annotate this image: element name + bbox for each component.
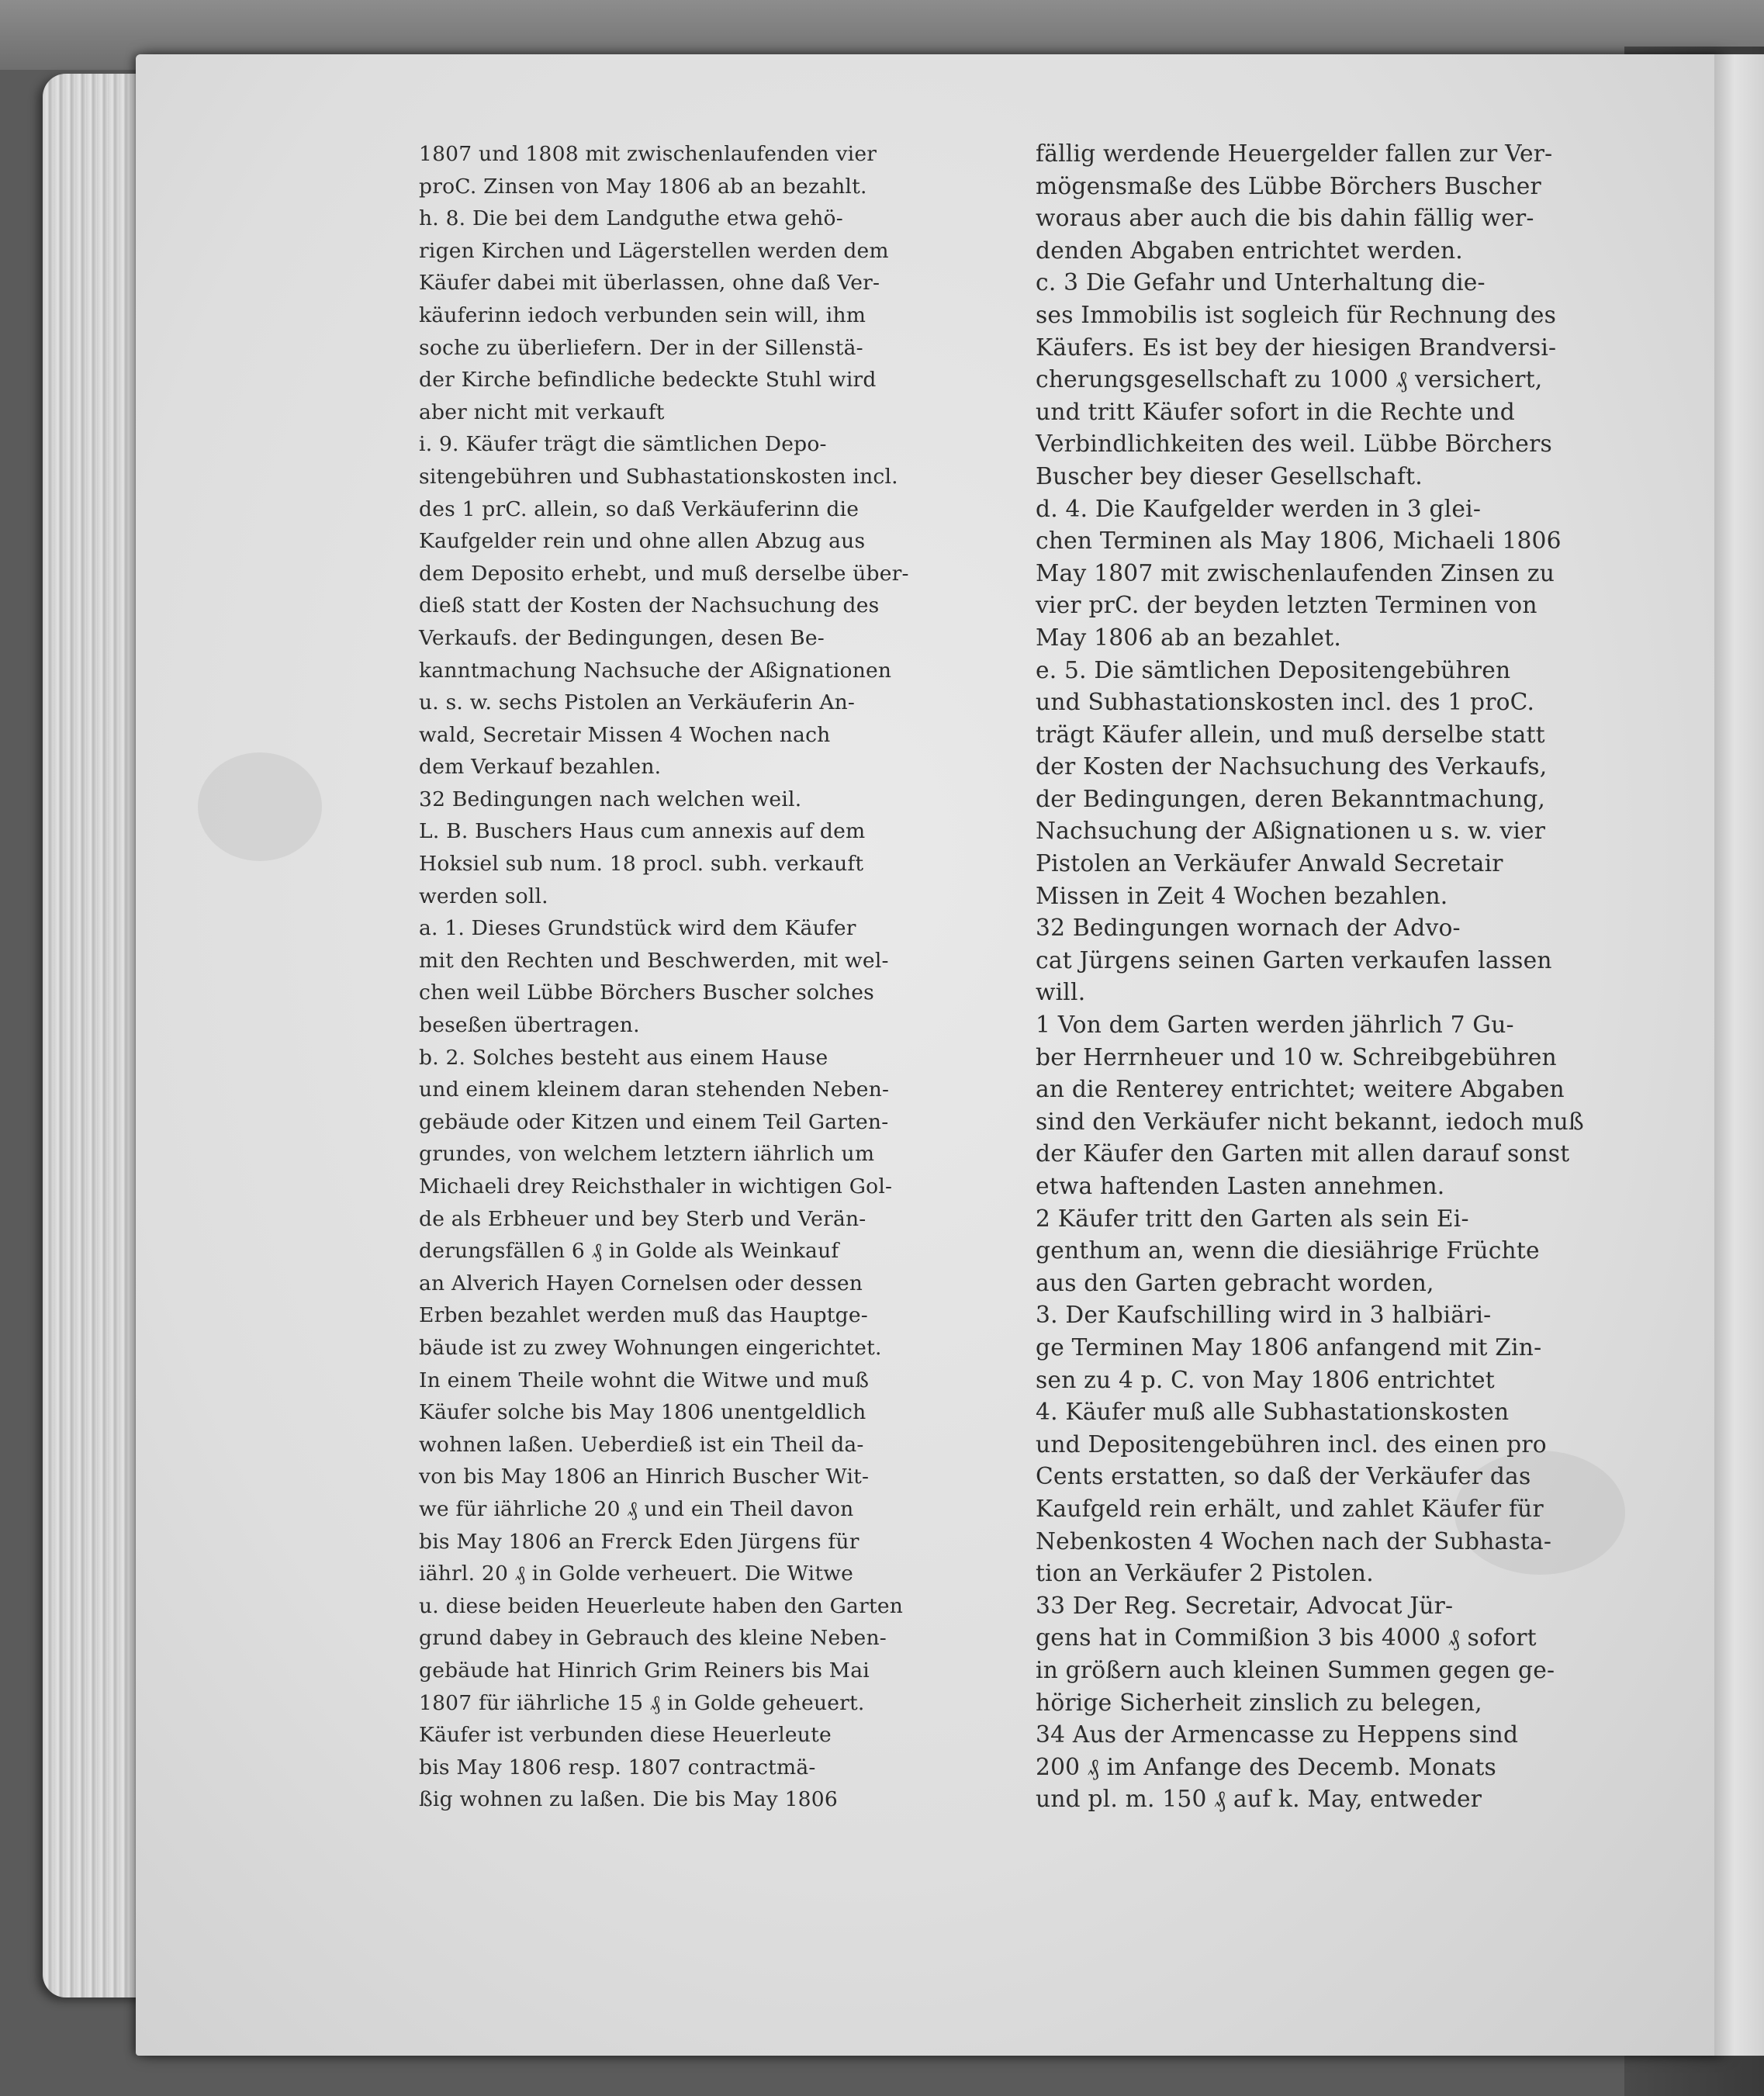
text-line: Kaufgelder rein und ohne allen Abzug aus xyxy=(419,529,866,554)
text-line: Käufer dabei mit überlassen, ohne daß Ver- xyxy=(419,271,880,296)
text-line: Missen in Zeit 4 Wochen bezahlen. xyxy=(1036,882,1448,910)
text-line: und tritt Käufer sofort in die Rechte und xyxy=(1036,398,1515,426)
text-line: ses Immobilis ist sogleich für Rechnung des xyxy=(1036,301,1557,329)
text-line: wohnen laßen. Ueberdieß ist ein Theil da- xyxy=(419,1432,864,1457)
text-line: hörige Sicherheit zinslich zu belegen, xyxy=(1036,1689,1482,1717)
text-line: ge Terminen May 1806 anfangend mit Zin- xyxy=(1036,1333,1542,1361)
text-line: d. 4. Die Kaufgelder werden in 3 glei- xyxy=(1036,495,1482,523)
text-line: derungsfällen 6 ₰ in Golde als Weinkauf xyxy=(419,1239,839,1264)
text-line: chen weil Lübbe Börchers Buscher solches xyxy=(419,981,874,1005)
text-line: dieß statt der Kosten der Nachsuchung des xyxy=(419,593,880,618)
text-line: sitengebühren und Subhastationskosten incl. xyxy=(419,464,898,489)
text-line: will. xyxy=(1036,979,1086,1007)
text-line: kanntmachung Nachsuche der Aßignationen xyxy=(419,658,892,683)
text-line: 4. Käufer muß alle Subhastationskosten xyxy=(1036,1399,1510,1427)
text-line: 34 Aus der Armencasse zu Heppens sind xyxy=(1036,1721,1519,1749)
text-line: an Alverich Hayen Cornelsen oder dessen xyxy=(419,1271,863,1295)
text-line: Verbindlichkeiten des weil. Lübbe Börchers xyxy=(1036,431,1552,458)
text-line: grundes, von welchem letztern iährlich um xyxy=(419,1142,875,1167)
text-line: rigen Kirchen und Lägerstellen werden dem xyxy=(419,238,889,263)
text-line: a. 1. Dieses Grundstück wird dem Käufer xyxy=(419,916,856,941)
text-line: Verkaufs. der Bedingungen, desen Be- xyxy=(419,625,825,650)
text-line: May 1807 mit zwischenlaufenden Zinsen zu xyxy=(1036,559,1555,587)
text-line: chen Terminen als May 1806, Michaeli 1806 xyxy=(1036,527,1562,555)
text-line: etwa haftenden Lasten annehmen. xyxy=(1036,1173,1445,1200)
text-line: ber Herrnheuer und 10 w. Schreibgebühren xyxy=(1036,1043,1557,1071)
text-line: grund dabey in Gebrauch des kleine Neben- xyxy=(419,1626,887,1651)
text-line: May 1806 ab an bezahlet. xyxy=(1036,624,1341,652)
text-line: 200 ₰ im Anfange des Decemb. Monats xyxy=(1036,1753,1496,1781)
text-line: 33 Der Reg. Secretair, Advocat Jür- xyxy=(1036,1592,1454,1620)
text-line: fällig werdende Heuergelder fallen zur Ver- xyxy=(1036,140,1553,168)
text-line: Käufers. Es ist bey der hiesigen Brandversi- xyxy=(1036,334,1557,361)
text-line: genthum an, wenn die diesiährige Früchte xyxy=(1036,1237,1540,1265)
text-line: Michaeli drey Reichsthaler in wichtigen Gol- xyxy=(419,1174,893,1198)
text-line: u. s. w. sechs Pistolen an Verkäuferin An- xyxy=(419,690,856,715)
page-stack-edges xyxy=(43,74,151,1997)
text-line: 32 Bedingungen nach welchen weil. xyxy=(419,787,802,811)
text-line: käuferinn iedoch verbunden sein will, ihm xyxy=(419,303,866,327)
text-line: und einem kleinem daran stehenden Neben- xyxy=(419,1077,890,1102)
text-line: wald, Secretair Missen 4 Wochen nach xyxy=(419,722,831,747)
text-line: we für iährliche 20 ₰ und ein Theil davon xyxy=(419,1496,854,1521)
text-line: bis May 1806 resp. 1807 contractmä- xyxy=(419,1755,816,1780)
text-line: aus den Garten gebracht worden, xyxy=(1036,1269,1434,1297)
text-line: 32 Bedingungen wornach der Advo- xyxy=(1036,915,1461,943)
text-line: 1807 für iährliche 15 ₰ in Golde geheuert. xyxy=(419,1690,865,1715)
text-line: dem Deposito erhebt, und muß derselbe über- xyxy=(419,561,909,586)
text-line: de als Erbheuer und bey Sterb und Verän- xyxy=(419,1206,866,1231)
text-line: b. 2. Solches besteht aus einem Hause xyxy=(419,1045,828,1070)
text-line: Käufer solche bis May 1806 unentgeldlich xyxy=(419,1400,866,1425)
left-text-column xyxy=(419,138,1140,1816)
text-line: sen zu 4 p. C. von May 1806 entrichtet xyxy=(1036,1366,1495,1394)
text-line: sind den Verkäufer nicht bekannt, iedoch muß xyxy=(1036,1108,1584,1136)
text-line: der Käufer den Garten mit allen darauf sonst xyxy=(1036,1140,1570,1168)
text-line: Kaufgeld rein erhält, und zahlet Käufer für xyxy=(1036,1495,1544,1523)
text-line: 1 Von dem Garten werden jährlich 7 Gu- xyxy=(1036,1012,1514,1039)
text-line: iährl. 20 ₰ in Golde verheuert. Die Witwe xyxy=(419,1562,854,1586)
text-line: ßig wohnen zu laßen. Die bis May 1806 xyxy=(419,1787,838,1812)
text-line: mögensmaße des Lübbe Börchers Buscher xyxy=(1036,172,1541,200)
text-line: 2 Käufer tritt den Garten als sein Ei- xyxy=(1036,1205,1469,1233)
text-line: gebäude hat Hinrich Grim Reiners bis Mai xyxy=(419,1658,870,1683)
text-line: soche zu überliefern. Der in der Sillenstä- xyxy=(419,335,863,360)
text-line: Buscher bey dieser Gesellschaft. xyxy=(1036,462,1423,490)
text-line: denden Abgaben entrichtet werden. xyxy=(1036,237,1463,265)
text-line: dem Verkauf bezahlen. xyxy=(419,755,662,780)
text-line: an die Renterey entrichtet; weitere Abgaben xyxy=(1036,1076,1565,1104)
text-line: h. 8. Die bei dem Landguthe etwa gehö- xyxy=(419,206,843,231)
text-line: von bis May 1806 an Hinrich Buscher Wit- xyxy=(419,1465,870,1489)
page-gutter xyxy=(1714,54,1764,2056)
text-line: cat Jürgens seinen Garten verkaufen lassen xyxy=(1036,946,1552,974)
text-line: vier prC. der beyden letzten Terminen von xyxy=(1036,592,1537,620)
text-line: werden soll. xyxy=(419,884,548,908)
right-text-column xyxy=(1036,138,1664,1816)
text-line: u. diese beiden Heuerleute haben den Garten xyxy=(419,1593,904,1618)
text-line: Nebenkosten 4 Wochen nach der Subhasta- xyxy=(1036,1527,1552,1555)
text-line: trägt Käufer allein, und muß derselbe statt xyxy=(1036,721,1545,749)
text-line: und pl. m. 150 ₰ auf k. May, entweder xyxy=(1036,1786,1482,1814)
text-line: in größern auch kleinen Summen gegen ge- xyxy=(1036,1656,1555,1684)
text-line: aber nicht mit verkauft xyxy=(419,399,665,424)
text-line: e. 5. Die sämtlichen Depositengebühren xyxy=(1036,656,1511,684)
text-line: L. B. Buschers Haus cum annexis auf dem xyxy=(419,819,866,844)
text-line: Cents erstatten, so daß der Verkäufer das xyxy=(1036,1463,1531,1491)
text-line: und Depositengebühren incl. des einen pro xyxy=(1036,1430,1547,1458)
text-line: cherungsgesellschaft zu 1000 ₰ versichert, xyxy=(1036,366,1543,394)
text-line: des 1 prC. allein, so daß Verkäuferinn die xyxy=(419,496,860,521)
text-line: und Subhastationskosten incl. des 1 proC. xyxy=(1036,689,1535,717)
text-line: der Kosten der Nachsuchung des Verkaufs, xyxy=(1036,753,1548,781)
text-line: gens hat in Commißion 3 bis 4000 ₰ sofort xyxy=(1036,1624,1537,1652)
text-line: gebäude oder Kitzen und einem Teil Garten- xyxy=(419,1109,889,1134)
text-line: bis May 1806 an Frerck Eden Jürgens für xyxy=(419,1529,860,1554)
text-line: beseßen übertragen. xyxy=(419,1013,640,1038)
text-line: der Kirche befindliche bedeckte Stuhl wird xyxy=(419,368,877,393)
text-line: 1807 und 1808 mit zwischenlaufenden vier xyxy=(419,142,877,166)
text-line: i. 9. Käufer trägt die sämtlichen Depo- xyxy=(419,432,827,457)
text-line: Nachsuchung der Aßignationen u s. w. vier xyxy=(1036,818,1546,846)
text-line: mit den Rechten und Beschwerden, mit wel- xyxy=(419,948,889,973)
text-line: In einem Theile wohnt die Witwe und muß xyxy=(419,1368,870,1392)
text-line: Pistolen an Verkäufer Anwald Secretair xyxy=(1036,850,1503,878)
text-line: der Bedingungen, deren Bekanntmachung, xyxy=(1036,785,1546,813)
text-line: Erben bezahlet werden muß das Hauptge- xyxy=(419,1303,868,1328)
paper-stain xyxy=(198,752,322,861)
text-line: c. 3 Die Gefahr und Unterhaltung die- xyxy=(1036,269,1486,297)
text-line: tion an Verkäufer 2 Pistolen. xyxy=(1036,1560,1374,1588)
text-line: proC. Zinsen von May 1806 ab an bezahlt. xyxy=(419,174,867,199)
text-line: Käufer ist verbunden diese Heuerleute xyxy=(419,1723,832,1748)
text-line: woraus aber auch die bis dahin fällig wer- xyxy=(1036,205,1534,233)
text-line: Hoksiel sub num. 18 procl. subh. verkauft xyxy=(419,852,864,877)
text-line: bäude ist zu zwey Wohnungen eingerichtet. xyxy=(419,1335,882,1360)
text-line: 3. Der Kaufschilling wird in 3 halbiäri- xyxy=(1036,1302,1492,1330)
